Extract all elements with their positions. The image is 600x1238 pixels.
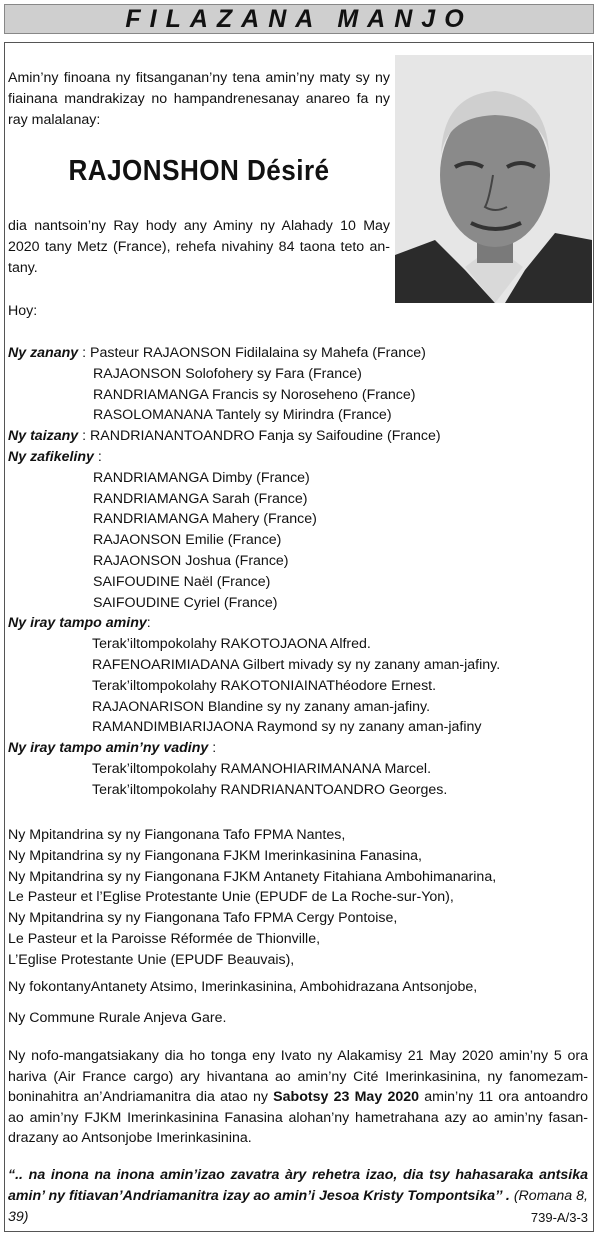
family-member: RAJAONSON Solofohery sy Fara (France) [93, 365, 362, 382]
family-group-label: Ny iray tampo aminy [8, 615, 147, 632]
funeral-text: Ny nofo-mangatsiakany dia ho tonga eny Ivato ny Alakamisy 21 May 2020 amin’ny 5 ora hariva (Air France cargo) ary hivantana ao amin’ny Cité Imerinkasinina, ny fanomezam-boninahitra an’Andriamanitra dia atao ny [8, 1048, 588, 1106]
header-banner [4, 4, 594, 34]
family-member: RAJAONSON Emilie (France) [93, 532, 282, 549]
fokontany-line: Ny fokontanyAntanety Atsimo, Imerinkasinina, Ambohidrazana Antsonjobe, [8, 979, 478, 995]
family-group-label: Ny zafikeliny [8, 448, 94, 465]
intro-text: Amin’ny finoana ny fitsanganan’ny tena amin’ny maty sy ny fiainana mandrakizay no hampandrenesanay anareo fa ny ray malalanay: [8, 70, 390, 128]
funeral-date: Sabotsy 23 May 2020 [273, 1089, 420, 1106]
family-list [8, 343, 588, 801]
family-line [8, 613, 588, 634]
family-member: RANDRIAMANGA Dimby (France) [93, 469, 310, 486]
family-member: RAJAONARISON Blandine sy ny zanany aman-jafiny. [92, 698, 431, 715]
family-line [8, 343, 588, 364]
church-line: L’Eglise Protestante Unie (EPUDF Beauvais), [8, 951, 295, 968]
family-member: Terak’iltompokolahy RAKOTONIAINAThéodore Ernest. [92, 677, 437, 694]
funeral-details [8, 1046, 588, 1149]
family-member: RAFENOARIMIADANA Gilbert mivady sy ny zanany aman-jafiny. [92, 656, 501, 673]
commune-line: Ny Commune Rurale Anjeva Gare. [8, 1010, 227, 1026]
family-line [8, 738, 588, 759]
family-group-label: Ny iray tampo amin’ny vadiny [8, 740, 209, 757]
quote-reference: (Romana 8, 39) [8, 1188, 588, 1225]
family-member: SAIFOUDINE Naël (France) [93, 573, 271, 590]
family-member: RANDRIAMANGA Sarah (France) [93, 490, 308, 507]
portrait-image [395, 55, 592, 303]
label-colon: : [146, 615, 151, 632]
church-line: Ny Mpitandrina sy ny Fiangonana FJKM Antanety Fitahiana Ambohimanarina, [8, 868, 497, 885]
bible-quote [8, 1165, 588, 1228]
deceased-portrait [395, 55, 592, 303]
family-line [8, 426, 588, 447]
family-member: RASOLOMANANA Tantely sy Mirindra (France) [93, 407, 392, 424]
deceased-name: RAJONSHON Désiré [68, 155, 330, 187]
churches-list [8, 825, 588, 971]
family-member: RAMANDIMBIARIJAONA Raymond sy ny zanany aman-jafiny [92, 719, 482, 736]
label-colon: : [93, 448, 102, 465]
church-line: Le Pasteur et la Paroisse Réformée de Thionville, [8, 930, 321, 947]
funeral-text: amin’ny 11 ora antoandro ao amin’ny FJKM Imerinkasinina Fanasina alohan’ny hametrahana azy ao amin’ny fasan-drazany ao Antsonjobe Imerinkasinina. [8, 1089, 588, 1147]
church-line: Le Pasteur et l’Eglise Protestante Unie (EPUDF de La Roche-sur-Yon), [8, 889, 454, 906]
label-colon: : [208, 740, 217, 757]
family-member: : Pasteur RAJAONSON Fidilalaina sy Mahefa (France) [78, 345, 426, 361]
death-notice-text: dia nantsoin’ny Ray hody any Aminy ny Alahady 10 May 2020 tany Metz (France), rehefa nivahiny 84 taona teto an-tany. [8, 218, 390, 276]
family-line [8, 447, 588, 468]
family-member: RANDRIAMANGA Mahery (France) [93, 511, 317, 528]
family-member: RAJAONSON Joshua (France) [93, 552, 289, 569]
family-group-label: Ny taizany [8, 428, 79, 445]
family-member: Terak’iltompokolahy RAKOTOJAONA Alfred. [92, 636, 371, 653]
church-line: Ny Mpitandrina sy ny Fiangonana Tafo FPMA Nantes, [8, 827, 346, 843]
family-group-label: Ny zanany [8, 345, 79, 361]
family-member: : RANDRIANANTOANDRO Fanja sy Saifoudine (France) [78, 428, 441, 445]
quote-text: “.. na inona na inona amin’izao zavatra àry rehetra izao, dia tsy hahasaraka antsika amin’ ny fitiavan’Andriamanitra izay ao amin’i Jesoa Kristy Tompontsika’’ . [8, 1167, 588, 1204]
church-line: Ny Mpitandrina sy ny Fiangonana FJKM Imerinkasinina Fanasina, [8, 847, 422, 864]
family-member: SAIFOUDINE Cyriel (France) [93, 594, 278, 611]
page-title: FILAZANA MANJO [125, 4, 473, 33]
family-member: Terak’iltompokolahy RANDRIANANTOANDRO Georges. [92, 781, 448, 798]
hoy-label: Hoy: [8, 303, 38, 319]
family-member: RANDRIAMANGA Francis sy Noroseheno (France) [93, 386, 416, 403]
ad-reference-code: 739-A/3-3 [530, 1210, 588, 1225]
church-line: Ny Mpitandrina sy ny Fiangonana Tafo FPMA Cergy Pontoise, [8, 910, 398, 927]
family-member: Terak’iltompokolahy RAMANOHIARIMANANA Marcel. [92, 760, 432, 777]
